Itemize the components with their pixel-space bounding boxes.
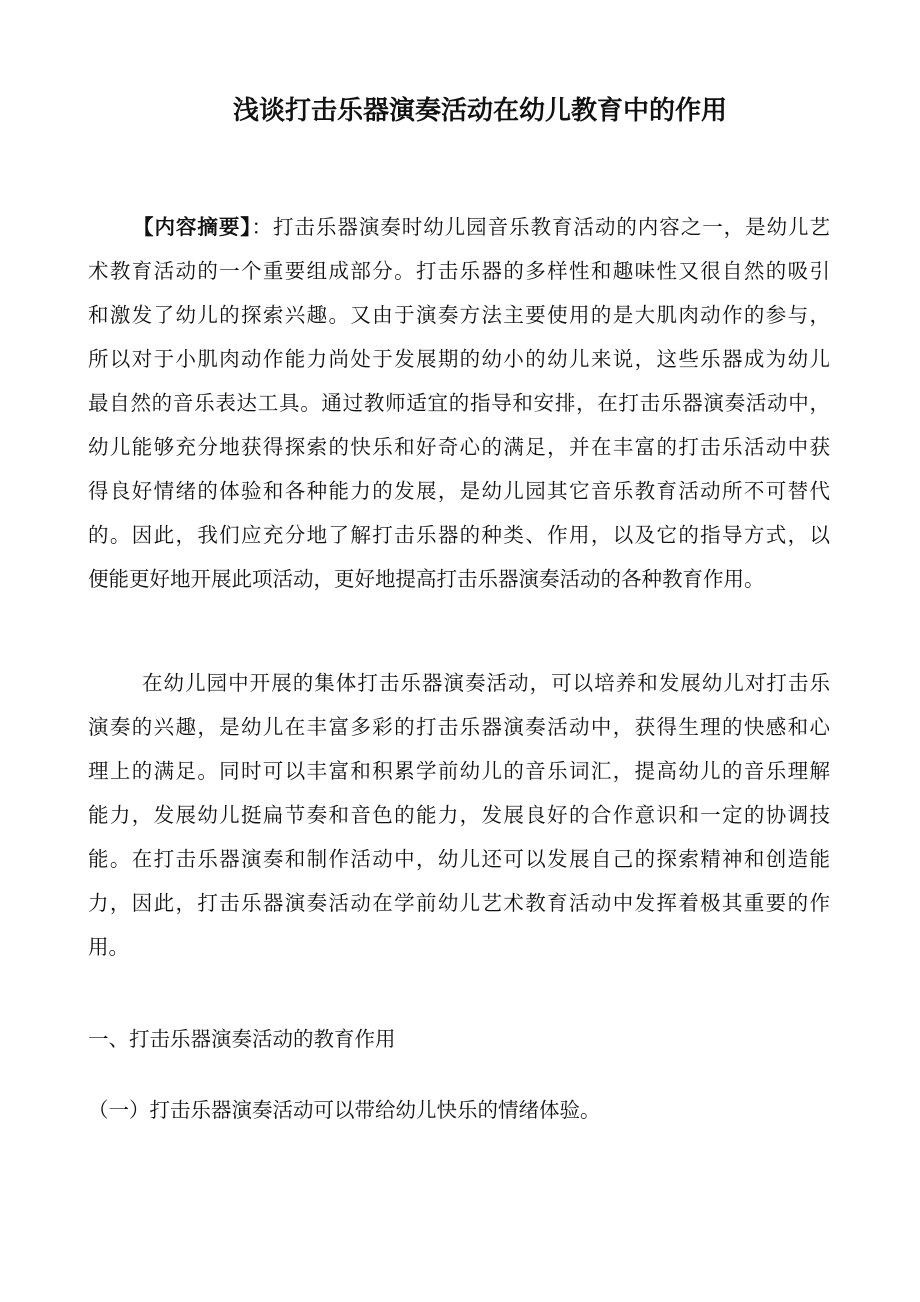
intro-line: 能力，发展幼儿挺扁节奏和音色的能力，发展良好的合作意识和一定的协调技 bbox=[88, 803, 830, 827]
abstract-label: 【内容摘要】 bbox=[133, 215, 252, 239]
abstract-line: 得良好情绪的体验和各种能力的发展，是幼儿园其它音乐教育活动所不可替代 bbox=[88, 479, 830, 503]
intro-line: 用。 bbox=[88, 935, 129, 959]
intro-line: 演奏的兴趣，是幼儿在丰富多彩的打击乐器演奏活动中，获得生理的快感和心 bbox=[88, 715, 830, 739]
abstract-line: 的。因此，我们应充分地了解打击乐器的种类、作用，以及它的指导方式，以 bbox=[88, 523, 830, 547]
intro-line: 能。在打击乐器演奏和制作活动中，幼儿还可以发展自己的探索精神和创造能 bbox=[88, 847, 830, 871]
section-heading: 一、打击乐器演奏活动的教育作用 bbox=[88, 1027, 396, 1051]
abstract-line: 便能更好地开展此项活动，更好地提高打击乐器演奏活动的各种教育作用。 bbox=[88, 567, 765, 591]
abstract-line: 所以对于小肌肉动作能力尚处于发展期的幼小的幼儿来说，这些乐器成为幼儿 bbox=[88, 347, 830, 371]
document-title: 浅谈打击乐器演奏活动在幼儿教育中的作用 bbox=[232, 96, 727, 126]
abstract-line: 和激发了幼儿的探索兴趣。又由于演奏方法主要使用的是大肌肉动作的参与， bbox=[88, 303, 830, 327]
intro-line: 在幼儿园中开展的集体打击乐器演奏活动，可以培养和发展幼儿对打击乐 bbox=[142, 671, 830, 695]
subsection-heading: （一）打击乐器演奏活动可以带给幼儿快乐的情绪体验。 bbox=[88, 1098, 601, 1122]
abstract-line: 幼儿能够充分地获得探索的快乐和好奇心的满足，并在丰富的打击乐活动中获 bbox=[88, 435, 830, 459]
abstract-line: 【内容摘要】：打击乐器演奏时幼儿园音乐教育活动的内容之一，是幼儿艺 bbox=[133, 215, 830, 239]
abstract-line: 术教育活动的一个重要组成部分。打击乐器的多样性和趣味性又很自然的吸引 bbox=[88, 259, 830, 283]
intro-line: 力，因此，打击乐器演奏活动在学前幼儿艺术教育活动中发挥着极其重要的作 bbox=[88, 891, 830, 915]
abstract-line: 最自然的音乐表达工具。通过教师适宜的指导和安排，在打击乐器演奏活动中， bbox=[88, 391, 830, 415]
intro-line: 理上的满足。同时可以丰富和积累学前幼儿的音乐词汇，提高幼儿的音乐理解 bbox=[88, 759, 830, 783]
